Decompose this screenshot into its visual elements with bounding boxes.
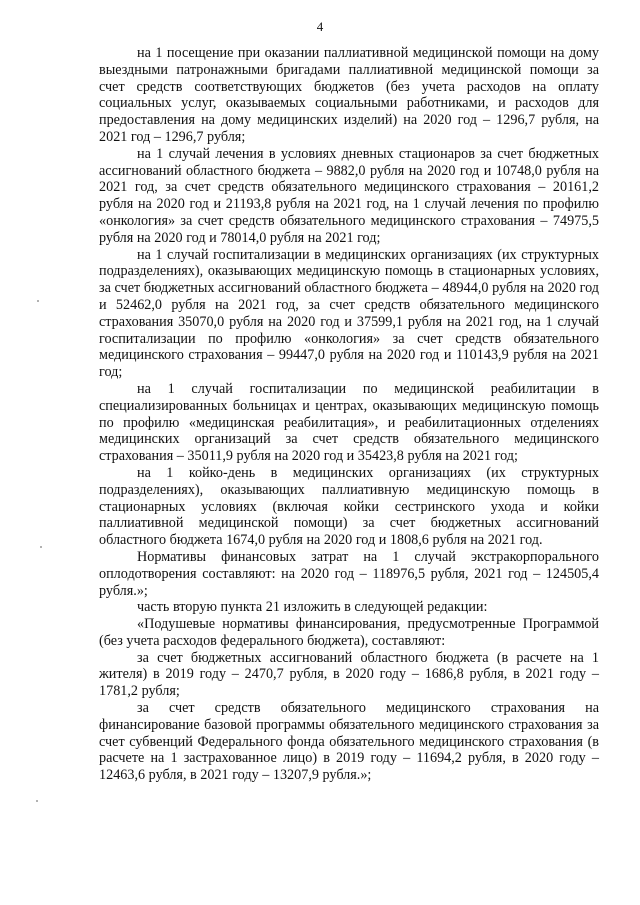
page-number: 4 — [316, 19, 324, 34]
paragraph-palliative-bed-day: на 1 койко-день в медицинских организациях (их структурных подразделениях), оказывающих паллиативную медицинскую помощь в стационарных условиях (включая койки сестринского ухода и койки паллиативной медицинской помощи) за счет бюджетных ассигнований областного бюджета 1674,0 рубля на 2020 год и 1808,6 рубля на 2021 год. — [99, 464, 599, 549]
scan-mark — [40, 546, 42, 548]
document-body — [99, 45, 599, 784]
paragraph-hospitalization-case: на 1 случай госпитализации в медицинских организациях (их структурных подразделениях), оказывающих медицинскую помощь в стационарных условиях, за счет бюджетных ассигнований областного бюджета – 48944,0 рубля на 2020 год и 52462,0 рубля на 2021 год, за счет средств обязательного медицинского страхования 35070,0 рубля на 2020 год и 37599,1 рубля на 2021 год, на 1 случай госпитализации по профилю «онкология» за счет средств обязательного медицинского страхования – 99447,0 рубля на 2020 год и 110143,9 рубля на 2021 год; — [99, 246, 599, 381]
paragraph-rehabilitation-case: на 1 случай госпитализации по медицинской реабилитации в специализированных больницах и центрах, оказывающих медицинскую помощь по профилю «медицинская реабилитация», и реабилитационных отделениях медицинских организаций за счет средств обязательного медицинского страхования – 35011,9 рубля на 2020 год и 35423,8 рубля на 2021 год; — [99, 380, 599, 465]
paragraph-day-hospital-case: на 1 случай лечения в условиях дневных стационаров за счет бюджетных ассигнований областного бюджета – 9882,0 рубля на 2020 год и 10748,0 рубля на 2021 год, за счет средств обязательного медицинского страхования – 20161,2 рубля на 2020 год и 21193,8 рубля на 2021 год, на 1 случай лечения по профилю «онкология» за счет средств обязательного медицинского страхования – 74975,5 рубля на 2020 год и 78014,0 рубля на 2021 год; — [99, 145, 599, 246]
paragraph-regional-budget-per-capita: за счет бюджетных ассигнований областного бюджета (в расчете на 1 жителя) в 2019 году – 2470,7 рубля, в 2020 году – 1686,8 рубля, в 2021 году – 1781,2 рубля; — [99, 649, 599, 700]
paragraph-oms-per-capita: за счет средств обязательного медицинского страхования на финансирование базовой программы обязательного медицинского страхования за счет субвенций Федерального фонда обязательного медицинского страхования (в расчете на 1 застрахованное лицо) в 2019 году – 11694,2 рубля, в 2020 году – 12463,6 рубля, в 2021 году – 13207,9 рубля.»; — [99, 700, 599, 784]
paragraph-palliative-home-visit: на 1 посещение при оказании паллиативной медицинской помощи на дому выездными патронажными бригадами паллиативной медицинской помощи за счет средств соответствующих бюджетов (без учета расходов на оплату социальных услуг, оказываемых социальными работниками, и расходов для предоставления на дому медицинских изделий) на 2020 год – 1296,7 рубля, на 2021 год – 1296,7 рубля; — [99, 45, 599, 145]
paragraph-per-capita-intro: «Подушевые нормативы финансирования, предусмотренные Программой (без учета расходов федерального бюджета), составляют: — [99, 616, 599, 649]
scan-mark — [37, 300, 39, 302]
paragraph-item-21-amendment: часть вторую пункта 21 изложить в следующей редакции: — [137, 599, 488, 616]
paragraph-ivf-costs: Нормативы финансовых затрат на 1 случай экстракорпорального оплодотворения составляют: на 2020 год – 118976,5 рубля, 2021 год – 124505,4 рубля.»; — [99, 548, 599, 599]
scan-mark — [36, 800, 38, 802]
